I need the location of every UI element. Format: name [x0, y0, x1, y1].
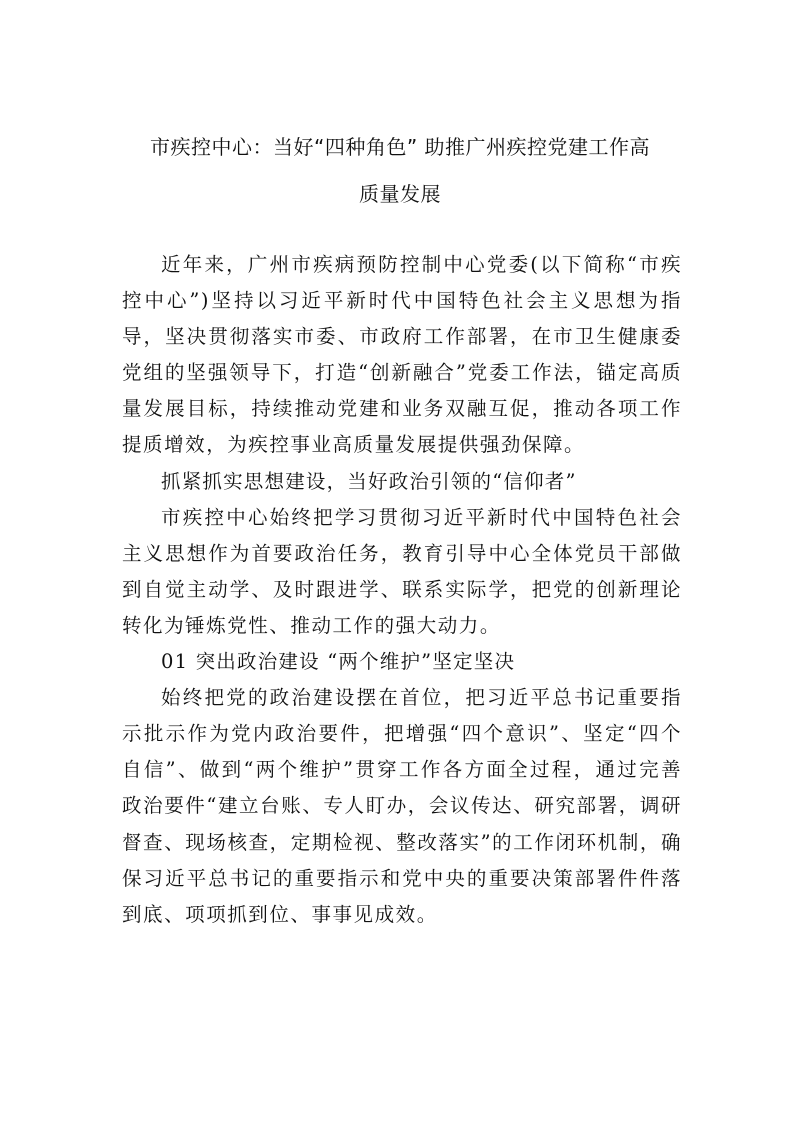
intro-paragraph: 近年来，广州市疾病预防控制中心党委(以下简称“市疾控中心”)坚持以习近平新时代中国特色社会主义思想为指导，坚决贯彻落实市委、市政府工作部署，在市卫生健康委党组的坚强领导下，打造“创新融合”党委工作法，锚定高质量发展目标，持续推动党建和业务双融互促，推动各项工作提质增效，为疾控事业高质量发展提供强劲保障。	[122, 253, 682, 457]
document-title-line-1: 市疾控中心：当好“四种角色” 助推广州疾控党建工作高	[149, 135, 651, 159]
document-title-line-2: 质量发展	[359, 182, 441, 206]
document-body	[122, 247, 682, 933]
ideology-paragraph: 市疾控中心始终把学习贯彻习近平新时代中国特色社会主义思想作为首要政治任务，教育引导中心全体党员干部做到自觉主动学、及时跟进学、联系实际学，把党的创新理论转化为锤炼党性、推动工作的强大动力。	[122, 505, 682, 637]
section-heading-ideology: 抓紧抓实思想建设，当好政治引领的“信仰者”	[161, 469, 577, 493]
subsection-heading-01: 01 突出政治建设 “两个维护”坚定坚决	[161, 650, 516, 674]
political-building-paragraph: 始终把党的政治建设摆在首位，把习近平总书记重要指示批示作为党内政治要件，把增强“四个意识”、坚定“四个自信”、做到“两个维护”贯穿工作各方面全过程，通过完善政治要件“建立台账、专人盯办，会议传达、研究部署，调研督查、现场核查，定期检视、整改落实”的工作闭环机制，确保习近平总书记的重要指示和党中央的重要决策部署件件落到底、项项抓到位、事事见成效。	[122, 686, 682, 926]
